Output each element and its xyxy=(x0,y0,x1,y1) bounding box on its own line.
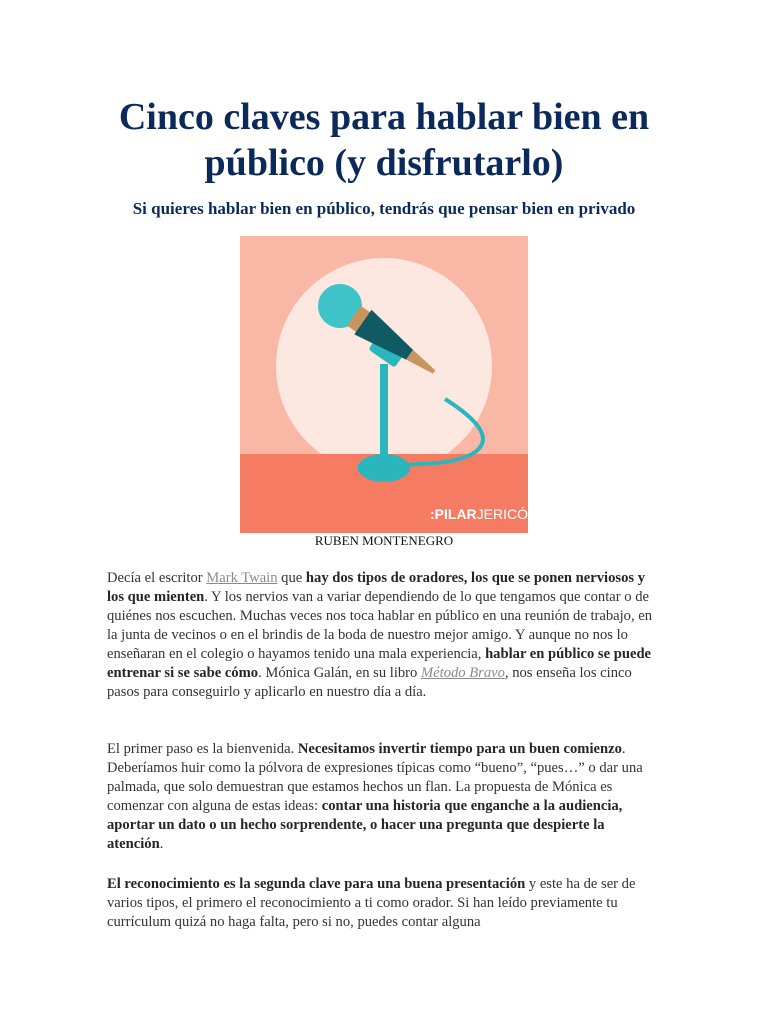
metodo-bravo-link[interactable]: Método Bravo xyxy=(421,665,505,681)
article-subtitle: Si quieres hablar bien en público, tendrás que pensar bien en privado xyxy=(132,199,636,218)
mark-twain-link[interactable]: Mark Twain xyxy=(206,570,278,586)
paragraph-second-step: El reconocimiento es la segunda clave para una buena presentación y este ha de ser de varios tipos, el primero el reconocimiento a ti como orador. Si han leído previamente tu currículum quizá no haga falta, pero si no, puedes contar alguna xyxy=(107,876,636,930)
image-caption: RUBEN MONTENEGRO xyxy=(314,533,454,548)
microphone-illustration xyxy=(240,236,528,533)
article-title: Cinco claves para hablar bien en público (y disfrutarlo) xyxy=(118,96,650,184)
paragraph-intro: Decía el escritor Mark Twain que hay dos tipos de oradores, los que se ponen nerviosos y los que mienten. Y los nervios van a variar dependiendo de lo que tengamos que contar o de quiénes nos escuchen. Muchas veces nos toca hablar en público en una reunión de trabajo, en la junta de vecinos o en el brindis de la boda de nuestro mejor amigo. Y aunque no nos lo enseñaran en el colegio o hayamos tenido una mala experiencia, hablar en público se puede entrenar si se sabe cómo. Mónica Galán, en su libro Método Bravo, nos enseña los cinco pasos para conseguirlo y aplicarlo en nuestro día a día. xyxy=(107,570,653,700)
brand-watermark: :PILARJERICÓ xyxy=(430,506,528,522)
paragraph-first-step: El primer paso es la bienvenida. Necesitamos invertir tiempo para un buen comienzo. Deberíamos huir como la pólvora de expresiones típicas como “bueno”, “pues…” o dar una palmada, que solo demuestran que estamos hechos un flan. La propuesta de Mónica es comenzar con alguna de estas ideas: contar una historia que enganche a la audiencia, aportar un dato o un hecho sorprendente, o hacer una pregunta que despierte la atención. xyxy=(107,741,643,852)
